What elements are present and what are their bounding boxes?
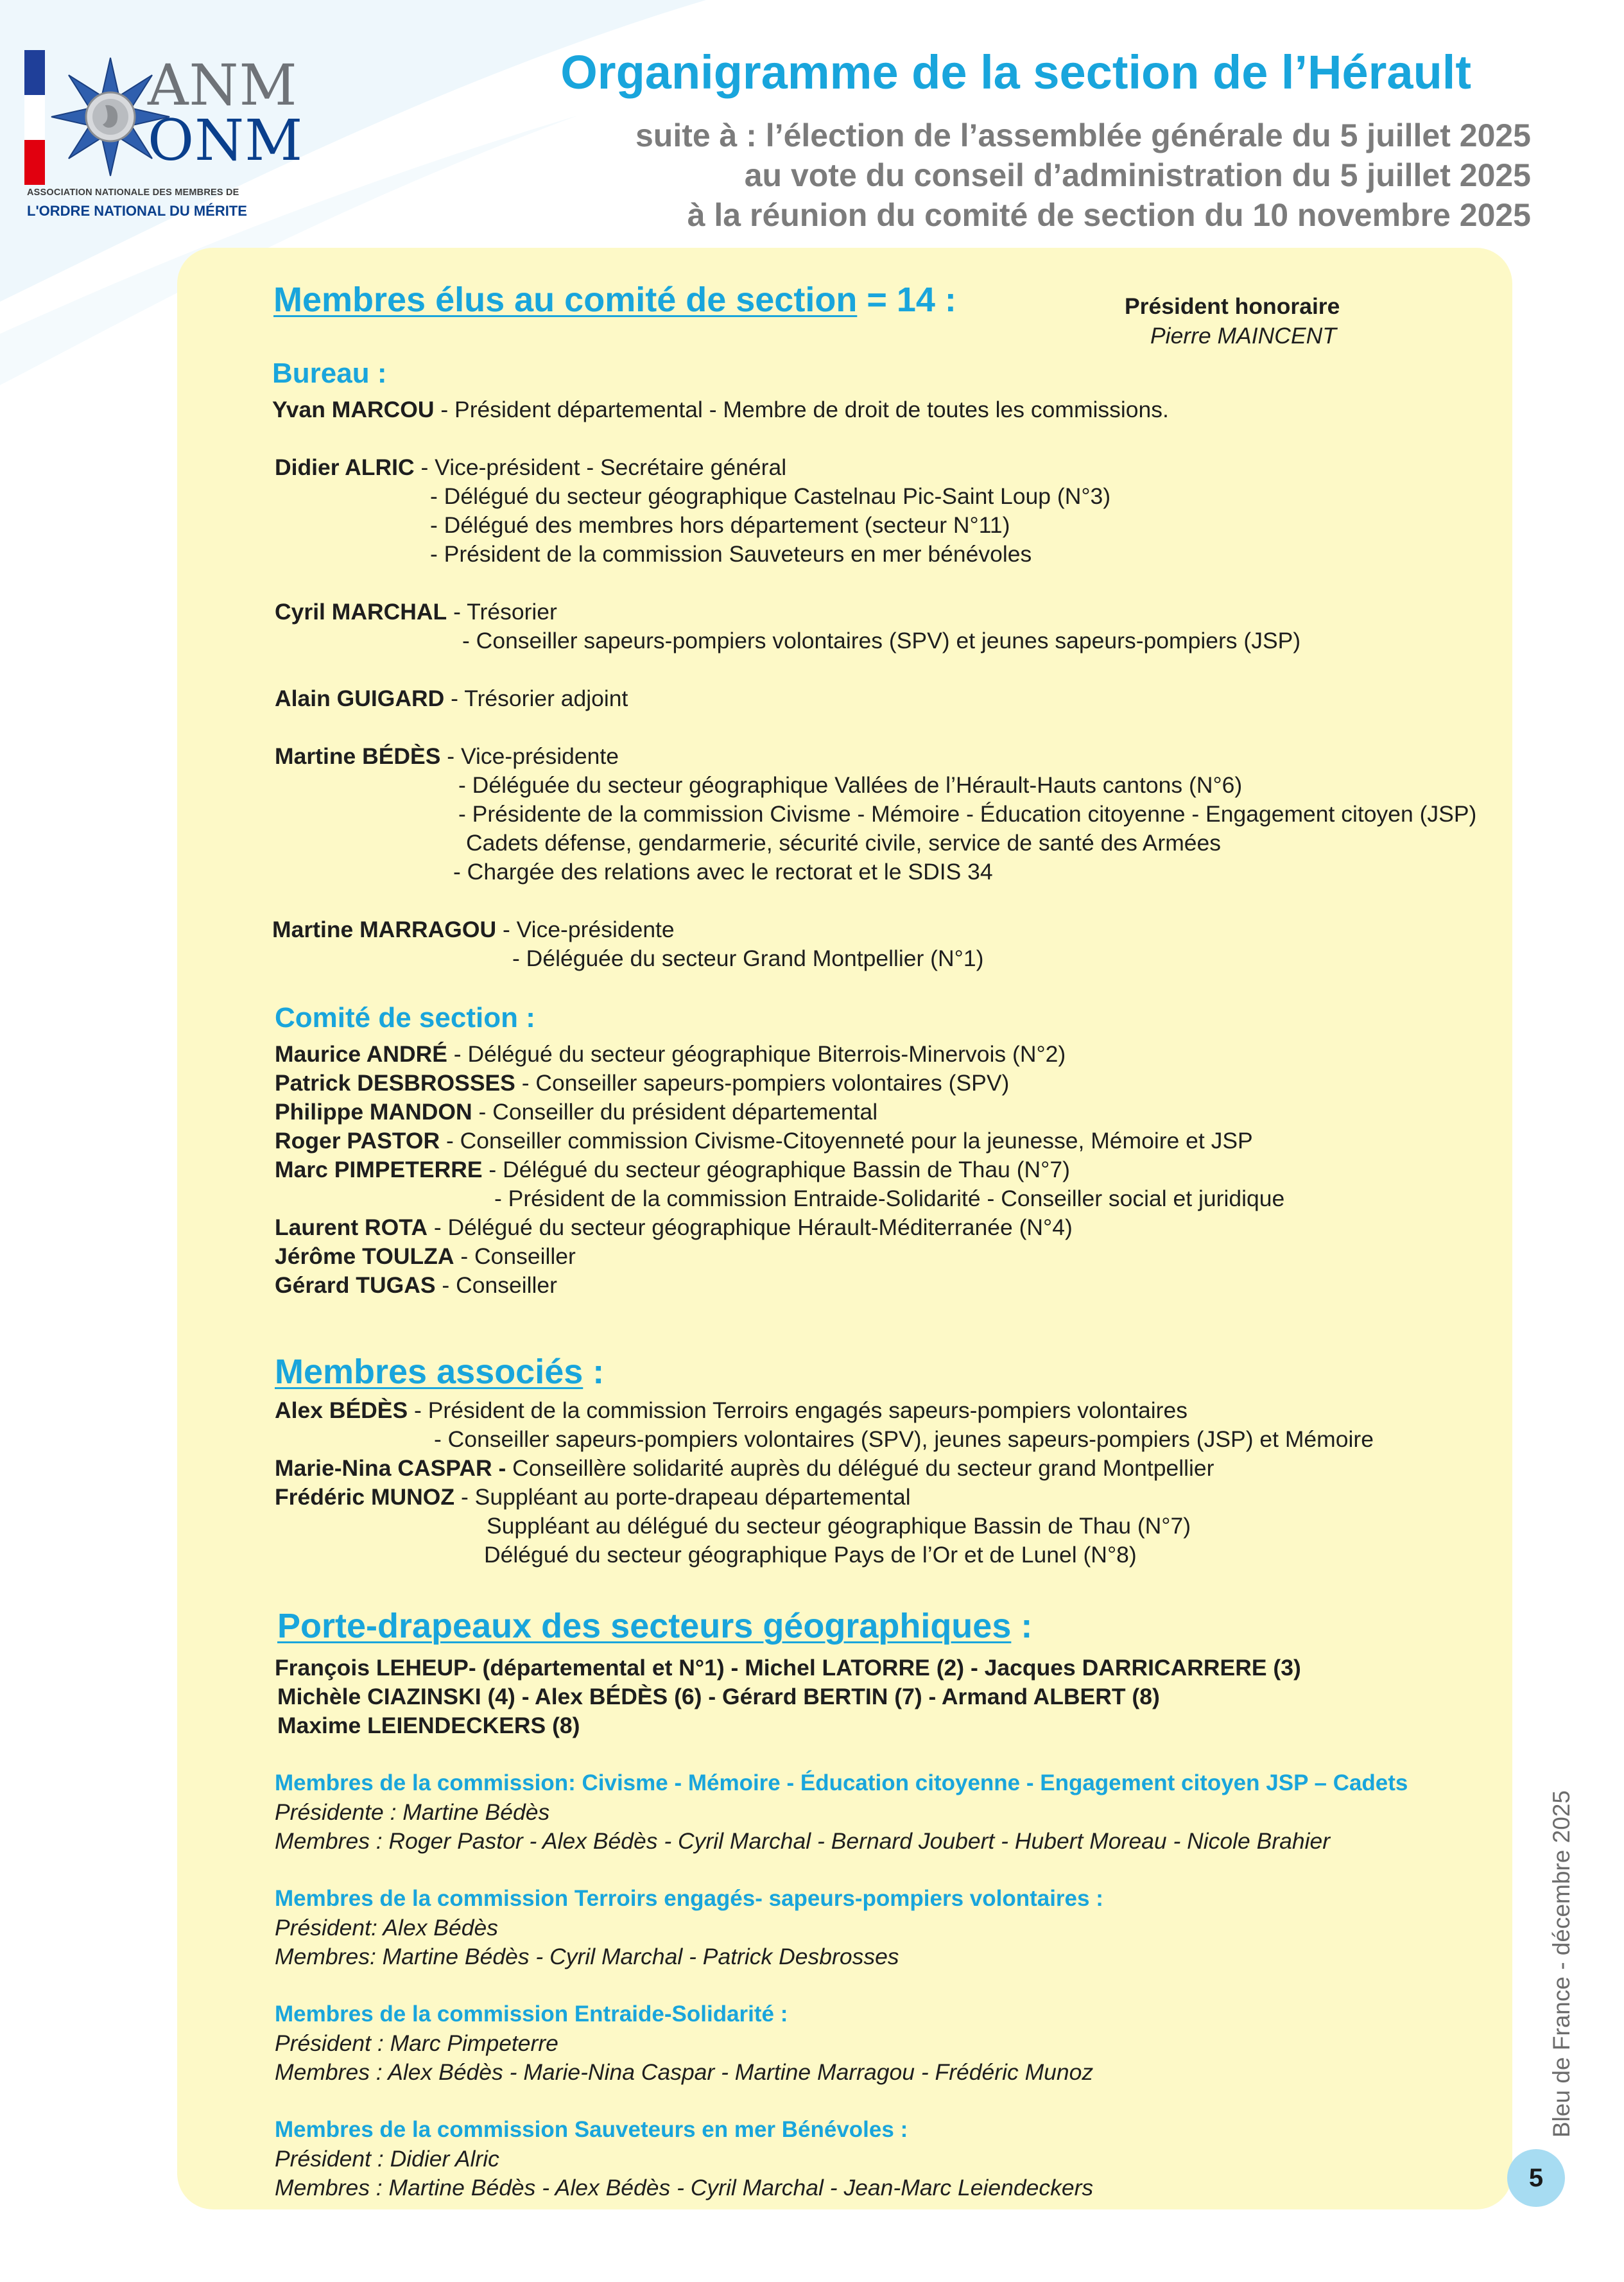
flag-bearers-line: Michèle CIAZINSKI (4) - Alex BÉDÈS (6) - Gérard BERTIN (7) - Armand ALBERT (8) bbox=[277, 1684, 1160, 1709]
committee-member: Maurice ANDRÉ - Délégué du secteur géographique Biterrois-Minervois (N°2) bbox=[275, 1041, 1066, 1067]
flag-bearers-line: François LEHEUP- (départemental et N°1) - Michel LATORRE (2) - Jacques DARRICARRERE (3) bbox=[275, 1655, 1301, 1681]
role-line: Délégué du secteur géographique Pays de l’Or et de Lunel (N°8) bbox=[484, 1542, 1137, 1568]
associate-member-munoz: Frédéric MUNOZ - Suppléant au porte-drapeau départemental bbox=[275, 1484, 911, 1510]
commission-members: Membres : Martine Bédès - Alex Bédès - Cyril Marchal - Jean-Marc Leiendeckers bbox=[275, 2175, 1094, 2200]
honorary-president-name: Pierre MAINCENT bbox=[1150, 323, 1336, 349]
publication-side-text: Bleu de France - décembre 2025 bbox=[1548, 1790, 1575, 2138]
logo-onm: ONM bbox=[148, 107, 304, 173]
commission-title: Membres de la commission Sauveteurs en mer Bénévoles : bbox=[275, 2117, 908, 2142]
role-line: - Déléguée du secteur Grand Montpellier (N°1) bbox=[512, 946, 984, 971]
bureau-member-marcou: Yvan MARCOU - Président départemental - Membre de droit de toutes les commissions. bbox=[272, 397, 1169, 422]
bureau-heading: Bureau : bbox=[272, 358, 387, 389]
committee-member: Laurent ROTA - Délégué du secteur géographique Hérault-Méditerranée (N°4) bbox=[275, 1214, 1073, 1240]
commission-members: Membres: Martine Bédès - Cyril Marchal - Patrick Desbrosses bbox=[275, 1944, 899, 1969]
role-line: - Déléguée du secteur géographique Vallées de l’Hérault-Hauts cantons (N°6) bbox=[458, 772, 1243, 798]
role-line: - Délégué des membres hors département (secteur N°11) bbox=[430, 512, 1010, 538]
commission-president: Président : Didier Alric bbox=[275, 2146, 499, 2172]
bureau-member-marchal: Cyril MARCHAL - Trésorier bbox=[275, 599, 557, 625]
honorary-president-label: Président honoraire bbox=[1125, 293, 1340, 319]
associate-member-bedes: Alex BÉDÈS - Président de la commission Terroirs engagés sapeurs-pompiers volontaires bbox=[275, 1397, 1188, 1423]
role-line: Suppléant au délégué du secteur géographique Bassin de Thau (N°7) bbox=[487, 1513, 1191, 1539]
bureau-member-bedes: Martine BÉDÈS - Vice-présidente bbox=[275, 743, 619, 769]
committee-member: Philippe MANDON - Conseiller du président départemental bbox=[275, 1099, 878, 1125]
commission-president: Président : Marc Pimpeterre bbox=[275, 2030, 558, 2056]
bureau-member-marragou: Martine MARRAGOU - Vice-présidente bbox=[272, 917, 675, 942]
commission-members: Membres : Roger Pastor - Alex Bédès - Cyril Marchal - Bernard Joubert - Hubert Moreau - Nicole Brahier bbox=[275, 1828, 1331, 1854]
flag-bearers-line: Maxime LEIENDECKERS (8) bbox=[277, 1713, 580, 1738]
commission-title: Membres de la commission: Civisme - Mémoire - Éducation citoyenne - Engagement citoyen JSP – Cadets bbox=[275, 1770, 1408, 1795]
committee-member: Roger PASTOR - Conseiller commission Civisme-Citoyenneté pour la jeunesse, Mémoire et JSP bbox=[275, 1128, 1253, 1154]
elected-members-heading: Membres élus au comité de section = 14 : bbox=[273, 281, 956, 319]
bureau-member-guigard: Alain GUIGARD - Trésorier adjoint bbox=[275, 686, 628, 711]
commission-president: Président: Alex Bédès bbox=[275, 1915, 498, 1941]
committee-member: Marc PIMPETERRE - Délégué du secteur géographique Bassin de Thau (N°7) bbox=[275, 1157, 1070, 1182]
role-line: - Chargée des relations avec le rectorat et le SDIS 34 bbox=[453, 859, 993, 885]
committee-member-continued: - Président de la commission Entraide-Solidarité - Conseiller social et juridique bbox=[494, 1186, 1285, 1211]
logo-order-text: L'ORDRE NATIONAL DU MÉRITE bbox=[27, 203, 247, 219]
flag-bearers-heading: Porte-drapeaux des secteurs géographiques : bbox=[277, 1607, 1033, 1645]
role-line: - Conseiller sapeurs-pompiers volontaires (SPV) et jeunes sapeurs-pompiers (JSP) bbox=[462, 628, 1301, 653]
page-number-badge: 5 bbox=[1507, 2149, 1565, 2207]
subtitle-line: à la réunion du comité de section du 10 novembre 2025 bbox=[687, 197, 1531, 233]
logo-association-text: ASSOCIATION NATIONALE DES MEMBRES DE bbox=[27, 187, 239, 198]
committee-member: Patrick DESBROSSES - Conseiller sapeurs-pompiers volontaires (SPV) bbox=[275, 1070, 1010, 1096]
committee-member: Jérôme TOULZA - Conseiller bbox=[275, 1243, 576, 1269]
page-title: Organigramme de la section de l’Hérault bbox=[560, 46, 1471, 99]
associate-member-caspar: Marie-Nina CASPAR - Conseillère solidarité auprès du délégué du secteur grand Montpellier bbox=[275, 1455, 1214, 1481]
commission-president: Présidente : Martine Bédès bbox=[275, 1799, 550, 1825]
subtitle-line: suite à : l’élection de l’assemblée générale du 5 juillet 2025 bbox=[635, 117, 1531, 153]
role-line: - Président de la commission Sauveteurs en mer bénévoles bbox=[430, 541, 1032, 567]
commission-members: Membres : Alex Bédès - Marie-Nina Caspar - Martine Marragou - Frédéric Munoz bbox=[275, 2059, 1094, 2085]
role-line: Cadets défense, gendarmerie, sécurité civile, service de santé des Armées bbox=[466, 830, 1222, 856]
associate-members-heading: Membres associés : bbox=[275, 1353, 605, 1391]
subtitle-line: au vote du conseil d’administration du 5 juillet 2025 bbox=[744, 157, 1531, 193]
logo-anm: ANM bbox=[148, 52, 298, 118]
bureau-member-alric: Didier ALRIC - Vice-président - Secrétaire général bbox=[275, 454, 787, 480]
committee-member: Gérard TUGAS - Conseiller bbox=[275, 1272, 557, 1298]
commission-title: Membres de la commission Entraide-Solidarité : bbox=[275, 2001, 788, 2027]
section-committee-heading: Comité de section : bbox=[275, 1002, 535, 1033]
role-line: - Présidente de la commission Civisme - Mémoire - Éducation citoyenne - Engagement citoyen (JSP) bbox=[458, 801, 1477, 827]
commission-title: Membres de la commission Terroirs engagés- sapeurs-pompiers volontaires : bbox=[275, 1886, 1103, 1911]
role-line: - Délégué du secteur géographique Castelnau Pic-Saint Loup (N°3) bbox=[430, 483, 1111, 509]
role-line: - Conseiller sapeurs-pompiers volontaires (SPV), jeunes sapeurs-pompiers (JSP) et Mémoire bbox=[434, 1426, 1374, 1452]
